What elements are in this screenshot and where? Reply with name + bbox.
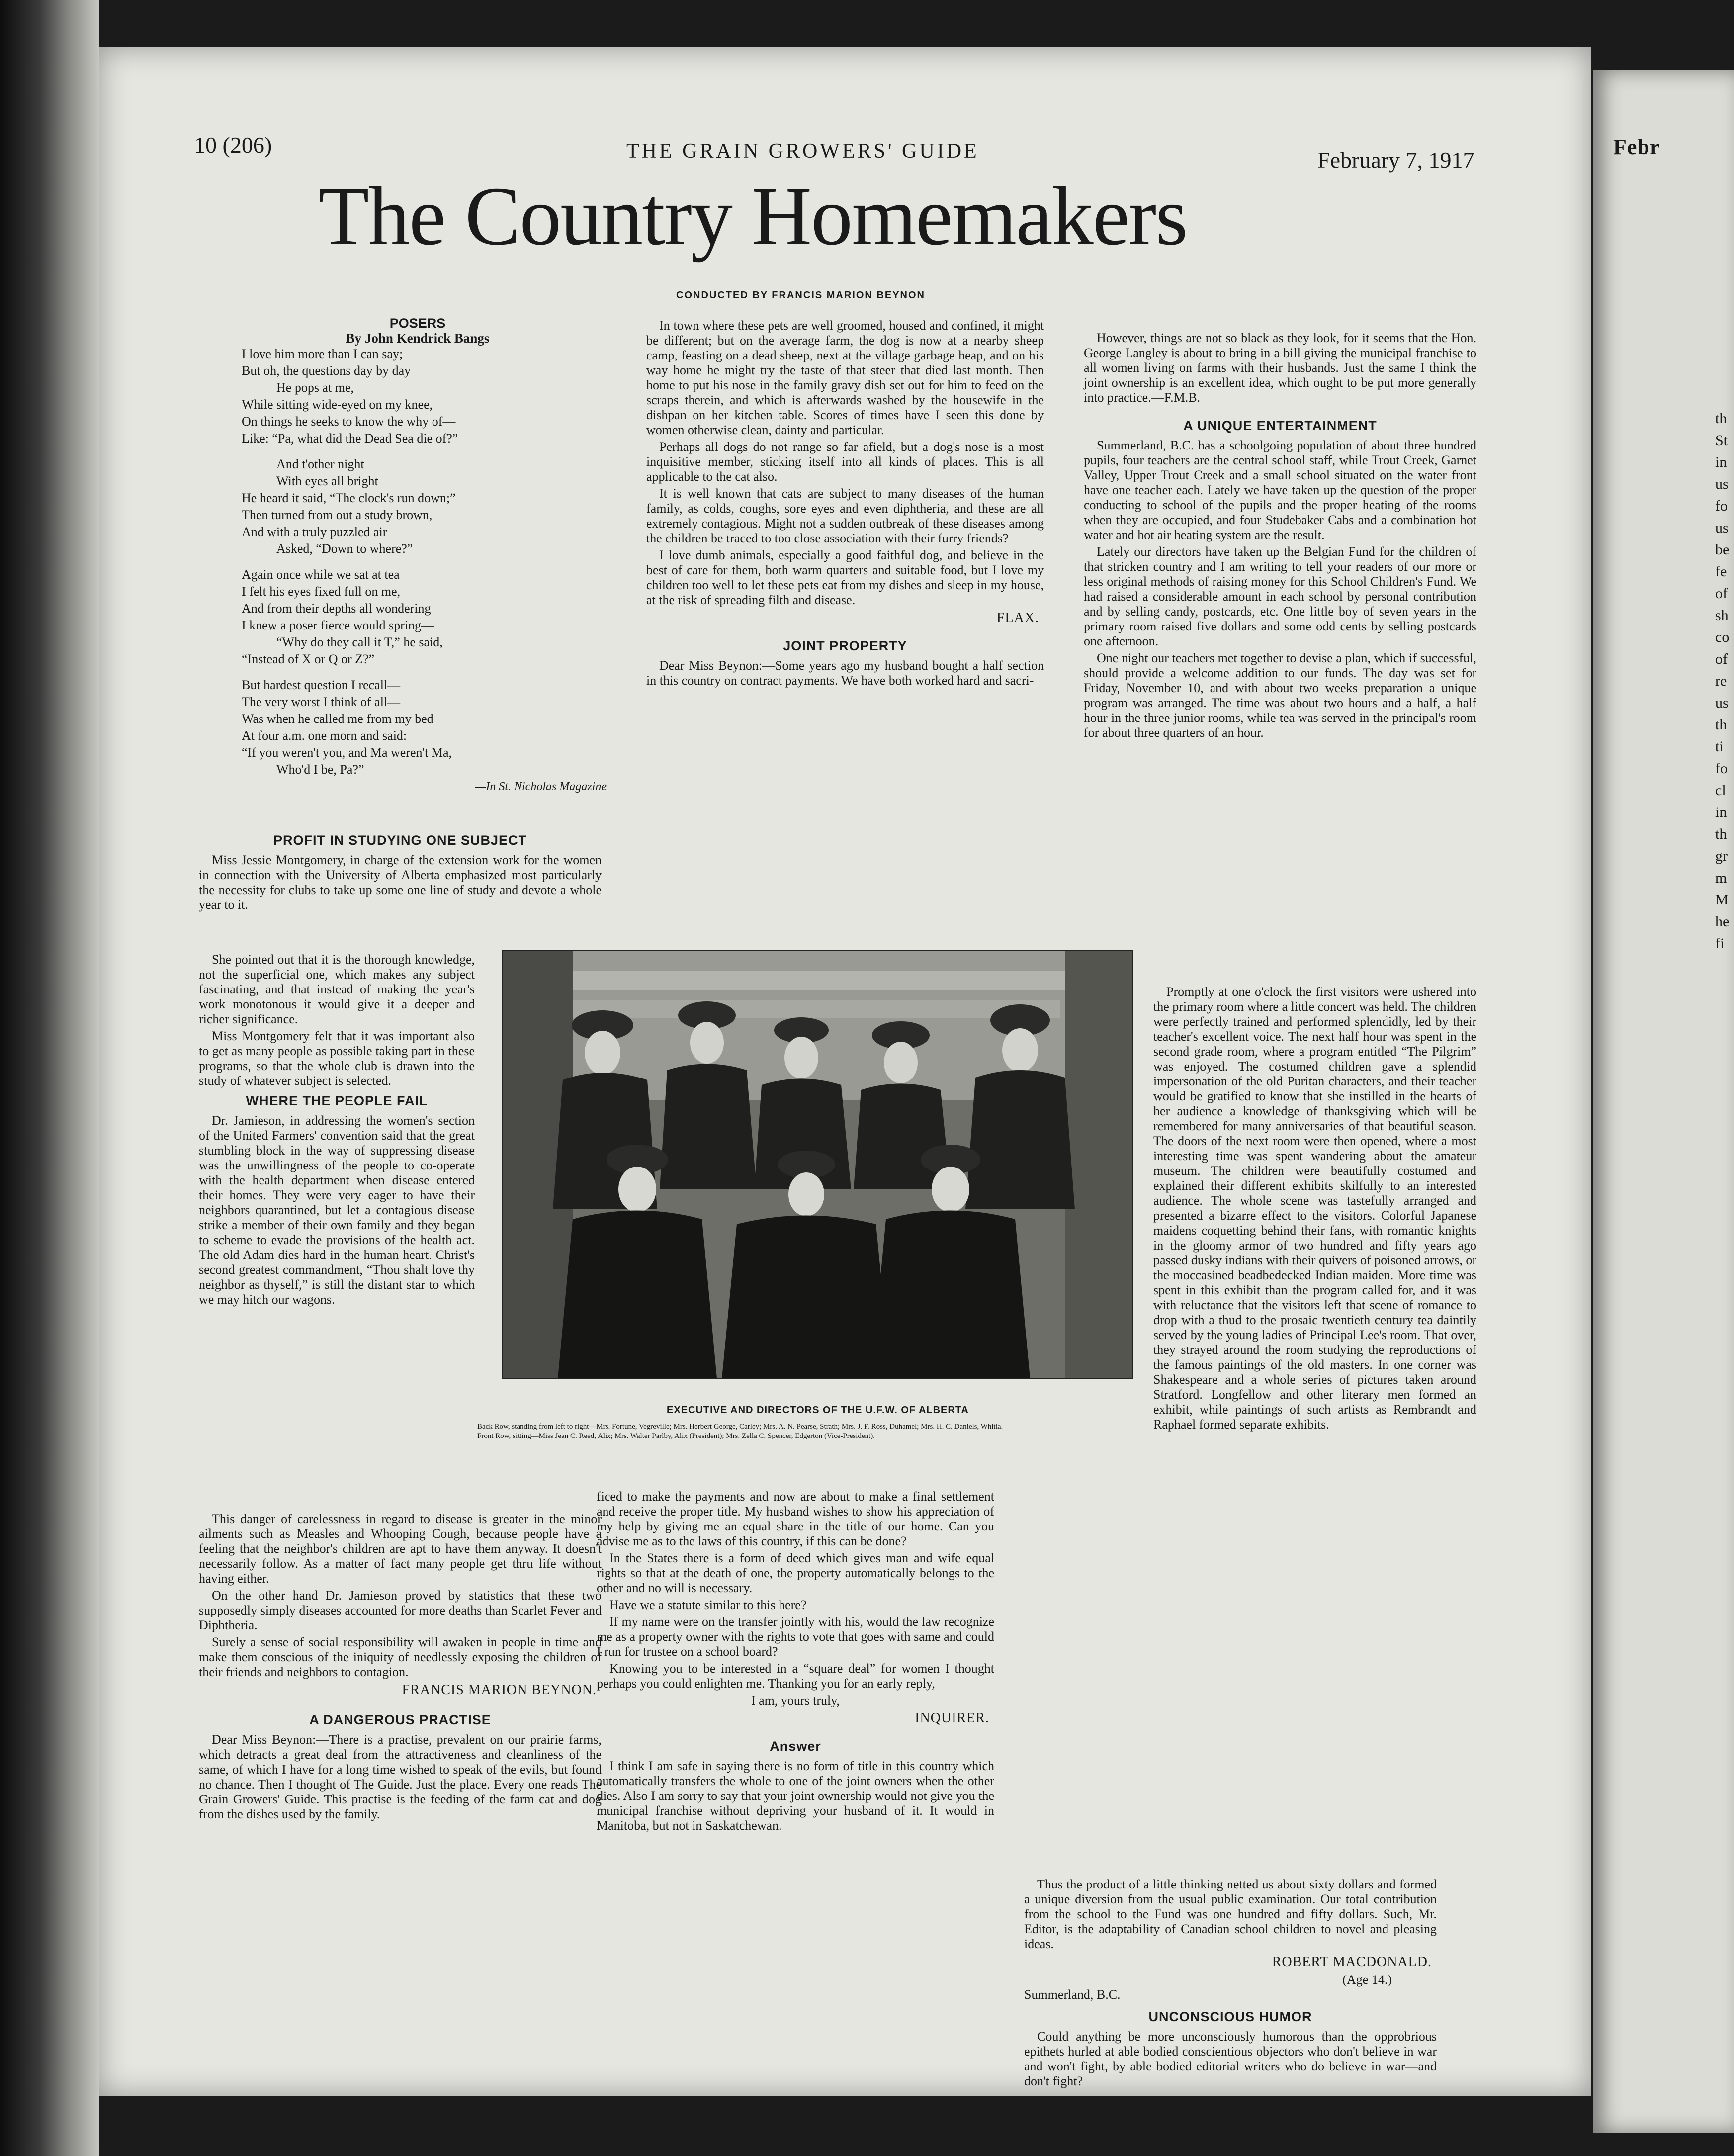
- article-paragraph: Dear Miss Beynon:—Some years ago my husband bought a half section in this country on contract payments. We have both worked hard and sacri-: [646, 658, 1044, 688]
- article-paragraph: Promptly at one o'clock the first visitors were ushered into the primary room where a little concert was held. The children were perfectly trained and performed splendidly, led by their teacher's excellent voice. The next half hour was spent in the second grade room, where a program entitled “The Pilgrim” was enjoyed. The costumed children gave a splendid impersonation of the old Puritan characters, and their teacher would be gratified to know that she instilled in the hearts of her audience a knowledge of thanksgiving which will be remembered for many anniversaries of that beautiful season. The doors of the next room were then opened, where a most interesting time was spent wandering about the amateur museum. The children were beautifully costumed and explained their different exhibits skilfully to an interested audience. The whole scene was tastefully arranged and presented a bizarre effect to the visitors. Colorful Japanese maidens coquetting behind their fans, with romantic knights in the gloomy armor of two hundred and fifty years ago passed dusky indians with their quivers of poisoned arrows, or the moccasined beadbedecked Indian maiden. More time was spent in this exhibit than the program called for, and it was with reluctance that the visitors left that scene of romance to drop with a thud to the prosaic twentieth century tea daintily served by the young ladies of Principal Lee's room. That over, they strayed around the room studying the reproductions of the famous paintings of the old masters. In one corner was Shakespeare and a whole series of pictures taken around Stratford. Longfellow and other literary men formed an exhibit, while paintings of such artists as Rembrandt and Raphael formed separate exhibits.: [1153, 985, 1476, 1432]
- poem-line: Was when he called me from my bed: [242, 712, 434, 726]
- facing-page-fragment: sh: [1715, 607, 1729, 624]
- poem-line: Then turned from out a study brown,: [242, 508, 433, 522]
- article-signature: ROBERT MACDONALD.: [1272, 1954, 1432, 1970]
- facing-page-fragment: fe: [1715, 563, 1727, 580]
- facing-page-fragment: us: [1715, 520, 1729, 536]
- facing-page-fragment: th: [1715, 826, 1727, 842]
- facing-page-fragment: fo: [1715, 760, 1728, 777]
- article-paragraph: Knowing you to be interested in a “square deal” for women I thought perhaps you could enlighten me. Thanking you for an early reply,: [597, 1661, 994, 1691]
- article-title: UNCONSCIOUS HUMOR: [1148, 2009, 1312, 2024]
- article-paragraph: Could anything be more unconsciously humorous than the opprobrious epithets hurled at able bodied conscientious objectors who don't believe in war and won't fight, by able bodied editorial writers who do believe in war—and don't fight?: [1024, 2029, 1437, 2088]
- article-title: JOINT PROPERTY: [783, 638, 907, 653]
- poem-line: While sitting wide-eyed on my knee,: [242, 397, 433, 412]
- article-profit: [199, 828, 602, 914]
- facing-page-fragment: gr: [1715, 848, 1728, 864]
- facing-page-fragment: re: [1715, 673, 1727, 689]
- poem-line: He pops at me,: [276, 380, 354, 395]
- photo-front-row: Front Row, sitting—Miss Jean C. Reed, Alix; Mrs. Walter Parlby, Alix (President); Mrs. Zella C. Spencer, Edgerton (Vice-President).: [477, 1432, 875, 1440]
- poem-line: “Instead of X or Q or Z?”: [242, 652, 375, 666]
- article-paragraph: Miss Jessie Montgomery, in charge of the extension work for the women in connection with the University of Alberta emphasized most particularly the necessity for clubs to take up some one line of study and devote a whole year to it.: [199, 853, 602, 912]
- photo-caption: EXECUTIVE AND DIRECTORS OF THE U.F.W. OF ALBERTA: [666, 1405, 969, 1416]
- article-title: WHERE THE PEOPLE FAIL: [246, 1093, 428, 1108]
- article-paragraph: Dear Miss Beynon:—There is a practise, prevalent on our prairie farms, which detracts a great deal from the attractiveness and cleanliness of the same, of which I have for a long time wished to speak of the evils, but found no chance. Then I thought of The Guide. Just the place. Every one reads The Grain Growers' Guide. This practise is the feeding of the farm cat and dog from the dishes used by the family.: [199, 1732, 602, 1821]
- facing-page-fragment: ti: [1715, 738, 1724, 755]
- page-number: 10 (206): [194, 132, 272, 158]
- facing-page-fragment: of: [1715, 585, 1728, 602]
- facing-page-fragment: th: [1715, 410, 1727, 427]
- facing-page-fragment: in: [1715, 804, 1727, 820]
- article-where-continued: [199, 1512, 602, 1824]
- section-title: The Country Homemakers: [318, 170, 1187, 263]
- poem-line: But oh, the questions day by day: [242, 363, 411, 378]
- book-binding-edge: [0, 0, 99, 2156]
- author-age: (Age 14.): [1342, 1973, 1392, 1987]
- poem-line: “Why do they call it T,” he said,: [276, 635, 443, 649]
- article-signature: INQUIRER.: [915, 1710, 989, 1726]
- poem-line: Asked, “Down to where?”: [276, 541, 413, 556]
- poem-credit: —In St. Nicholas Magazine: [475, 780, 607, 793]
- facing-page-fragment: co: [1715, 629, 1730, 645]
- article-paragraph: In the States there is a form of deed which gives man and wife equal rights so that at the death of one, the property automatically belongs to the other and no will is necessary.: [597, 1551, 994, 1595]
- poem-line: “If you weren't you, and Ma weren't Ma,: [242, 745, 452, 760]
- poem-title: POSERS: [389, 316, 446, 331]
- article-unique-end: [1024, 1877, 1437, 2091]
- poem-line: The very worst I think of all—: [242, 695, 401, 709]
- issue-date: February 7, 1917: [1317, 147, 1474, 173]
- conducted-by-line: CONDUCTED BY FRANCIS MARION BEYNON: [676, 290, 925, 301]
- article-paragraph: Thus the product of a little thinking netted us about sixty dollars and formed a unique diversion from the usual public examination. Our total contribution from the school to the Fund was one hundred and fifty dollars. Such, Mr. Editor, is the adaptability of Canadian school children to novel and pleasing ideas.: [1024, 1877, 1437, 1951]
- poem-line: With eyes all bright: [276, 474, 378, 488]
- article-paragraph: On the other hand Dr. Jamieson proved by statistics that these two supposedly simply diseases accounted for more deaths than Scarlet Fever and Diphtheria.: [199, 1588, 602, 1632]
- poem-author: By John Kendrick Bangs: [346, 331, 490, 346]
- facing-page-fragment: he: [1715, 913, 1730, 930]
- article-paragraph: Summerland, B.C. has a schoolgoing population of about three hundred pupils, four teachers are the central school staff, while Trout Creek, Garnet Valley, Upper Trout Creek and a small school situated on the water front have one teacher each. Lately we have taken up the question of the proper conducting to school of the pupils and the proper heating of the rooms when they are occupied, and four Studebaker Cabs and a combination hot water and hot air heating system are the result.: [1084, 438, 1476, 542]
- article-paragraph: It is well known that cats are subject to many diseases of the human family, as colds, coughs, sore eyes and even diphtheria, and these are all extremely contagious. Might not a sudden outbreak of these diseases among the children be traced to too close association with their furry friends?: [646, 486, 1044, 545]
- facing-page-fragment: us: [1715, 695, 1729, 711]
- facing-page-fragment: St: [1715, 432, 1728, 449]
- article-paragraph: Dr. Jamieson, in addressing the women's section of the United Farmers' convention said that the great stumbling block in the way of suppressing disease was the unwillingness of the people to co-operate with the health department when disease entered their homes. They were very eager to have their neighbors quarantined, but let a contagious disease strike a member of their own family and they began to scheme to evade the provisions of the health act. The old Adam dies hard in the human heart. Christ's second greatest commandment, “Thou shalt love thy neighbor as thyself,” is still the distant star to which we may hitch our wagons.: [199, 1113, 475, 1307]
- article-joint-continued: [597, 1489, 994, 1835]
- poem-line: Who'd I be, Pa?”: [276, 762, 364, 777]
- article-paragraph: However, things are not so black as they look, for it seems that the Hon. George Langley is about to bring in a bill giving the municipal franchise to all women living on farms with their husbands. Just the same I think the joint ownership is an excellent idea, which ought to be put more generally into practice.—F.M.B.: [1084, 331, 1476, 405]
- letter-closing: I am, yours truly,: [751, 1693, 840, 1707]
- facing-page-fragment: in: [1715, 454, 1727, 470]
- poem-line: And t'other night: [276, 457, 364, 471]
- facing-page-fragment: fi: [1715, 935, 1725, 952]
- poem-line: On things he seeks to know the why of—: [242, 414, 456, 429]
- facing-page-fragment: us: [1715, 476, 1729, 492]
- photo-names: [477, 1422, 1124, 1441]
- article-paragraph: In town where these pets are well groomed, housed and confined, it might be different; but on the average farm, the dog is now at a nearby sheep camp, feasting on a dead sheep, next at the village garbage heap, and on his way home he might try the taste of that steer that died last month. Then home to put his nose in the family gravy dish set out for him to feed on the scraps therein, and which is afterwards washed by the housewife in the dishpan on her kitchen table. Scores of times have I seen this done by women otherwise clean, dainty and particular.: [646, 318, 1044, 437]
- poem-line: He heard it said, “The clock's run down;”: [242, 491, 456, 505]
- article-profit-continued: [199, 952, 475, 1309]
- poem-line: I felt his eyes fixed full on me,: [242, 584, 401, 599]
- author-place: Summerland, B.C.: [1024, 1987, 1121, 2002]
- article-answer-continued: [1084, 331, 1476, 742]
- facing-page-edge: [1593, 70, 1734, 2133]
- article-unique-continued: [1153, 985, 1476, 1434]
- facing-page-column-fragments: [1715, 408, 1729, 955]
- facing-page-fragment: of: [1715, 651, 1728, 667]
- facing-page-fragment: fo: [1715, 498, 1728, 514]
- group-photograph: [502, 950, 1133, 1379]
- article-paragraph: She pointed out that it is the thorough knowledge, not the superficial one, which makes any subject fascinating, and that instead of making the year's work monotonous it would give it a deeper and richer significance.: [199, 952, 475, 1026]
- facing-page-fragment: be: [1715, 541, 1730, 558]
- poem-line: And from their depths all wondering: [242, 601, 431, 616]
- article-paragraph: Have we a statute similar to this here?: [609, 1598, 807, 1612]
- article-signature: FRANCIS MARION BEYNON.: [402, 1682, 597, 1698]
- article-title: A UNIQUE ENTERTAINMENT: [1183, 418, 1377, 433]
- answer-title: Answer: [770, 1739, 821, 1754]
- poem-line: I love him more than I can say;: [242, 347, 403, 361]
- poem-line: I knew a poser fierce would spring—: [242, 618, 434, 632]
- facing-page-fragment: M: [1715, 892, 1729, 908]
- article-title: A DANGEROUS PRACTISE: [309, 1712, 491, 1727]
- article-paragraph: Perhaps all dogs do not range so far afield, but a dog's nose is a most inquisitive member, sticking itself into all kinds of places. This is all applicable to the cat also.: [646, 440, 1044, 484]
- article-paragraph: ficed to make the payments and now are about to make a final settlement and receive the proper title. My husband wishes to show his appreciation of my help by giving me an equal share in the title of our home. Can you advise me as to the laws of this country, if this can be done?: [597, 1489, 994, 1548]
- poem-line: But hardest question I recall—: [242, 678, 401, 692]
- article-paragraph: Miss Montgomery felt that it was important also to get as many people as possible taking part in these programs, so that the whole club is drawn into the study of whatever subject is selected.: [199, 1029, 475, 1088]
- article-title: PROFIT IN STUDYING ONE SUBJECT: [273, 833, 527, 848]
- facing-page-fragment: cl: [1715, 782, 1726, 799]
- publication-name: THE GRAIN GROWERS' GUIDE: [626, 140, 979, 163]
- poem-posers: [229, 316, 607, 794]
- photo-back-row: Back Row, standing from left to right—Mrs. Fortune, Vegreville; Mrs. Herbert George, Carley; Mrs. A. N. Pearse, Strath; Mrs. J. F. Ross, Duhamel; Mrs. H. C. Daniels, Whitla.: [477, 1423, 1003, 1431]
- article-paragraph: One night our teachers met together to devise a plan, which if successful, should provide a welcome addition to our funds. The day was set for Friday, November 10, and with about two weeks preparation a unique program was arranged. The time was about two hours and a half, a half hour in the three junior rooms, while tea was served in the principal's room for about three quarters of an hour.: [1084, 651, 1476, 740]
- poem-line: And with a truly puzzled air: [242, 525, 387, 539]
- facing-page-fragment: th: [1715, 717, 1727, 733]
- article-paragraph: This danger of carelessness in regard to disease is greater in the minor ailments such as Measles and Whooping Cough, because people have a feeling that the neighbor's children are apt to have them anyway. It doesn't necessarily follow. As a matter of fact many people get thru life without having either.: [199, 1512, 602, 1586]
- article-paragraph: Surely a sense of social responsibility will awaken in people in time and make them conscious of the iniquity of needlessly exposing the children of their friends and neighbors to contagion.: [199, 1635, 602, 1679]
- poem-line: At four a.m. one morn and said:: [242, 728, 407, 743]
- article-paragraph: If my name were on the transfer jointly with his, would the law recognize me as a property owner with the rights to vote that goes with same and could I run for trustee on a school board?: [597, 1615, 994, 1659]
- article-paragraph: I love dumb animals, especially a good faithful dog, and believe in the best of care for them, both warm quarters and suitable food, but I love my children too well to let these pets eat from my dishes and sleep in my house, at the risk of spreading filth and disease.: [646, 548, 1044, 607]
- poem-line: Like: “Pa, what did the Dead Sea die of?”: [242, 431, 458, 446]
- article-paragraph: Lately our directors have taken up the Belgian Fund for the children of that stricken country and I am writing to tell your readers of our more or less original methods of raising money for this School Children's Fund. We had raised a considerable amount in each school by personal contribution and by selling candy, postcards, etc. One little boy of seven years in the primary room raised five dollars and some odd cents by selling postcards one afternoon.: [1084, 544, 1476, 648]
- article-dangerous-continued: [646, 318, 1044, 690]
- article-signature: FLAX.: [996, 610, 1039, 626]
- poem-line: Again once while we sat at tea: [242, 567, 400, 582]
- facing-page-fragment: m: [1715, 870, 1727, 886]
- article-paragraph: I think I am safe in saying there is no form of title in this country which automatically transfers the whole to one of the joint owners when the other dies. Also I am sorry to say that your joint ownership would not give you the municipal franchise without depriving your husband of it. It would in Manitoba, but not in Saskatchewan.: [597, 1759, 994, 1833]
- facing-page-header-fragment: Febr: [1613, 135, 1660, 159]
